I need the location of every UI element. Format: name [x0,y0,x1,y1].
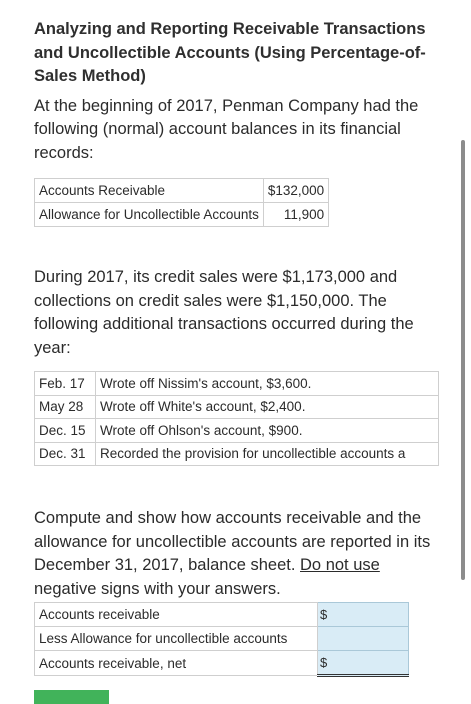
table-row [35,179,329,203]
check-button[interactable] [34,690,109,704]
table-row [35,395,439,419]
sales-paragraph: During 2017, its credit sales were $1,173,000 and collections on credit sales were $1,150,000. The following additional transactions occurred during the year: [34,268,414,357]
answer-label: Accounts receivable [35,603,318,627]
table-row [35,203,329,227]
balances-table [34,178,329,227]
transaction-date: Dec. 31 [35,442,96,466]
answer-row [35,627,409,651]
table-row [35,419,439,443]
balance-amount: $132,000 [263,179,328,203]
answer-label: Less Allowance for uncollectible accounts [35,627,318,651]
accounts-receivable-input[interactable] [318,603,409,627]
transaction-date: Dec. 15 [35,419,96,443]
transaction-description: Wrote off Nissim's account, $3,600. [96,372,439,396]
table-row [35,372,439,396]
dollar-sign: $ [320,655,328,670]
instructions-emphasis: Do not use [300,556,380,574]
problem-title: Analyzing and Reporting Receivable Transactions and Uncollectible Accounts (Using Percentage-of-Sales Method) [34,20,426,85]
instructions-text: Compute and show how accounts receivable and the allowance for uncollectible accounts are reported in its December 31, 2017, balance sheet. [34,509,431,574]
transaction-date: May 28 [35,395,96,419]
instructions-text-end: negative signs with your answers. [34,579,281,598]
vertical-scrollbar[interactable] [461,140,465,580]
intro-paragraph: At the beginning of 2017, Penman Company had the following (normal) account balances in its financial records: [34,96,419,162]
answer-row [35,651,409,676]
balance-label: Accounts Receivable [35,179,264,203]
transaction-description: Wrote off White's account, $2,400. [96,395,439,419]
balance-label: Allowance for Uncollectible Accounts [35,203,264,227]
problem-content [34,18,439,165]
answer-table [34,602,409,677]
net-receivable-input[interactable] [318,651,409,676]
instructions-paragraph [34,507,434,601]
table-row [35,442,439,466]
transaction-description: Wrote off Ohlson's account, $900. [96,419,439,443]
transaction-date: Feb. 17 [35,372,96,396]
answer-row [35,603,409,627]
transaction-description: Recorded the provision for uncollectible accounts a [96,442,439,466]
allowance-input[interactable] [318,627,409,651]
dollar-sign: $ [320,607,328,622]
transactions-table [34,371,439,466]
balance-amount: 11,900 [263,203,328,227]
answer-label: Accounts receivable, net [35,651,318,676]
